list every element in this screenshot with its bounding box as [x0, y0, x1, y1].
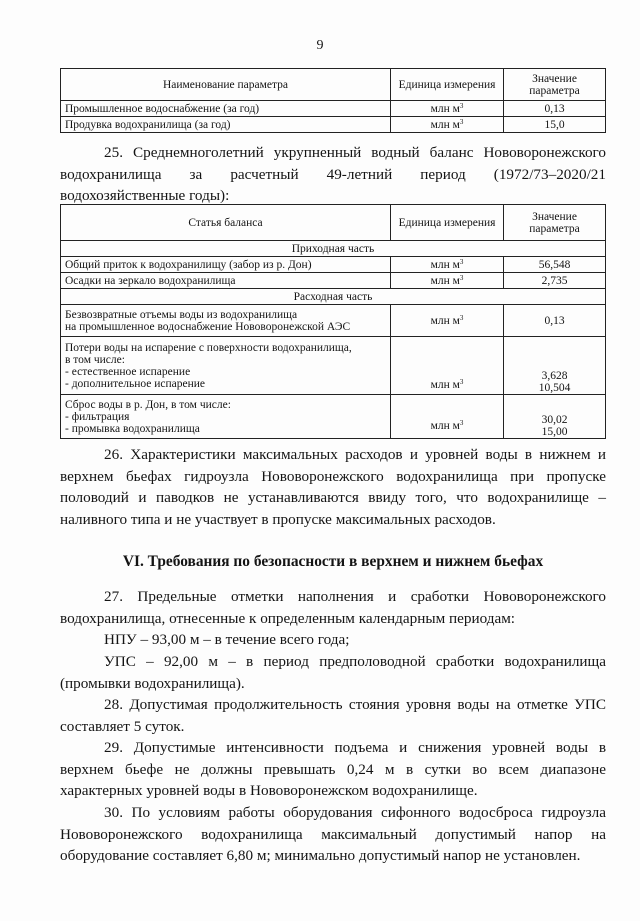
row-value: 3,628 10,504: [504, 337, 606, 395]
header-value: Значение параметра: [504, 69, 606, 101]
row-value: 30,02 15,00: [504, 395, 606, 439]
page-number: 9: [316, 38, 324, 53]
paragraph-28: 28. Допустимая продолжительность стояния уровня воды на отметке УПС составляет 5 суток.: [60, 696, 606, 735]
row-value: 2,735: [504, 273, 606, 289]
row-name: Безвозвратные отъемы воды из водохранилища на промышленное водоснабжение Нововоронежской АЭС: [61, 305, 391, 337]
table-row: [61, 273, 606, 289]
paragraph-25: 25. Среднемноголетний укрупненный водный баланс Нововоронежского водохранилища за расчетный 49-летний период (1972/73–2020/21 водохозяйственные годы):: [60, 144, 606, 204]
section-row: [61, 289, 606, 305]
row-name: Промышленное водоснабжение (за год): [61, 101, 391, 117]
section-heading: VI. Требования по безопасности в верхнем и нижнем бьефах: [122, 553, 544, 570]
row-name: Осадки на зеркало водохранилища: [61, 273, 391, 289]
table-row: [61, 101, 606, 117]
row-value: 0,13: [504, 101, 606, 117]
paragraph-26: 26. Характеристики максимальных расходов и уровней воды в нижнем и верхнем бьефах гидроузла Нововоронежского водохранилища при пропуске половодий и паводков не устанавливаются ввиду того, что водохранилище – наливного типа и не участвует в пропуске максимальных расходов.: [60, 446, 606, 528]
row-value: 0,13: [504, 305, 606, 337]
header-unit: Единица измерения: [391, 205, 504, 241]
row-unit: млн $м^3$: [391, 305, 504, 337]
table-row: [61, 117, 606, 133]
table-row: [61, 395, 606, 439]
row-unit: млн $м^3$: [391, 117, 504, 133]
table-header-row: [61, 205, 606, 241]
row-value: 56,548: [504, 257, 606, 273]
row-unit: млн $м^3$: [391, 395, 504, 439]
row-name: Сброс воды в р. Дон, в том числе: - фильтрация - промывка водохранилища: [61, 395, 391, 439]
npu-line: НПУ – 93,00 м – в течение всего года;: [104, 631, 350, 648]
section-outflow: Расходная часть: [61, 289, 606, 305]
row-unit: млн $м^3$: [391, 337, 504, 395]
table-row: [61, 337, 606, 395]
row-unit: млн $м^3$: [391, 257, 504, 273]
section-inflow: Приходная часть: [61, 241, 606, 257]
row-name: Потери воды на испарение с поверхности водохранилища, в том числе: - естественное испарение - дополнительное испарение: [61, 337, 391, 395]
row-value: 15,0: [504, 117, 606, 133]
row-name: Общий приток к водохранилищу (забор из р. Дон): [61, 257, 391, 273]
water-balance-table: [60, 204, 606, 439]
parameters-table: [60, 68, 606, 133]
section-row: [61, 241, 606, 257]
table-header-row: [61, 69, 606, 101]
row-name: Продувка водохранилища (за год): [61, 117, 391, 133]
header-value: Значение параметра: [504, 205, 606, 241]
row-unit: млн $м^3$: [391, 101, 504, 117]
header-param: Наименование параметра: [61, 69, 391, 101]
ups-line: УПС – 92,00 м – в период предполоводной сработки водохранилища (промывки водохранилища).: [60, 653, 606, 692]
paragraph-29: 29. Допустимые интенсивности подъема и снижения уровней воды в верхнем бьефе не должны превышать 0,24 м в сутки во всем диапазоне характерных уровней воды в Нововоронежском водохранилище.: [60, 739, 606, 799]
header-item: Статья баланса: [61, 205, 391, 241]
paragraph-30: 30. По условиям работы оборудования сифонного водосброса гидроузла Нововоронежского водохранилища максимальный допустимый напор на оборудование составляет 6,80 м; минимально допустимый напор не установлен.: [60, 804, 606, 864]
table-row: [61, 257, 606, 273]
paragraph-27: 27. Предельные отметки наполнения и сработки Нововоронежского водохранилища, отнесенные к определенным календарным периодам:: [60, 588, 606, 627]
header-unit: Единица измерения: [391, 69, 504, 101]
row-unit: млн $м^3$: [391, 273, 504, 289]
table-row: [61, 305, 606, 337]
